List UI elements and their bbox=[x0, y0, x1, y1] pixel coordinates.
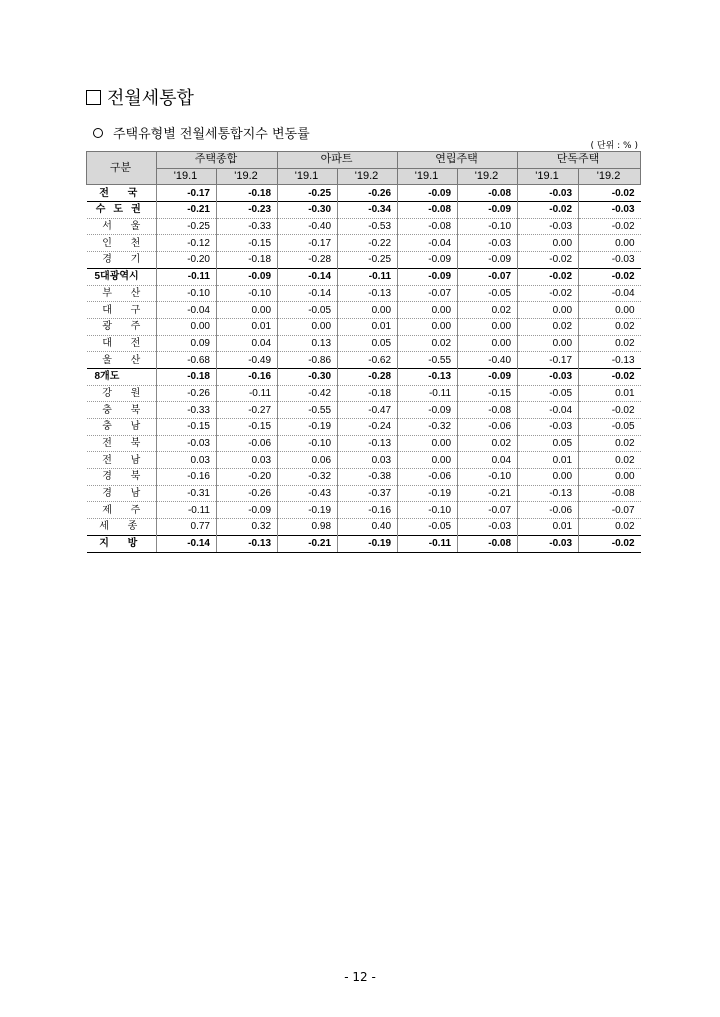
value-cell: 0.09 bbox=[157, 335, 217, 352]
row-label: 전 북 bbox=[87, 435, 157, 452]
value-cell: 0.06 bbox=[278, 452, 338, 469]
value-cell: -0.09 bbox=[398, 252, 458, 269]
section-title bbox=[86, 84, 194, 110]
value-cell: 0.01 bbox=[338, 318, 398, 335]
value-cell: 0.00 bbox=[458, 335, 518, 352]
value-cell: -0.11 bbox=[157, 268, 217, 285]
value-cell: -0.53 bbox=[338, 218, 398, 235]
header-period: '19.2 bbox=[217, 168, 278, 185]
value-cell: -0.14 bbox=[278, 285, 338, 302]
value-cell: -0.21 bbox=[278, 535, 338, 552]
section-title-text: 전월세통합 bbox=[107, 88, 194, 109]
value-cell: -0.09 bbox=[217, 268, 278, 285]
value-cell: -0.04 bbox=[518, 402, 579, 419]
row-label: 울 산 bbox=[87, 352, 157, 369]
value-cell: -0.07 bbox=[579, 502, 641, 519]
value-cell: -0.07 bbox=[398, 285, 458, 302]
header-group: 단독주택 bbox=[518, 152, 641, 169]
value-cell: -0.26 bbox=[157, 385, 217, 402]
value-cell: -0.10 bbox=[398, 502, 458, 519]
table-row bbox=[87, 335, 641, 352]
subtitle-text: 주택유형별 전월세통합지수 변동률 bbox=[113, 127, 310, 142]
value-cell: 0.40 bbox=[338, 519, 398, 536]
value-cell: -0.34 bbox=[338, 202, 398, 219]
header-group: 주택종합 bbox=[157, 152, 278, 169]
value-cell: -0.11 bbox=[398, 535, 458, 552]
value-cell: -0.40 bbox=[458, 352, 518, 369]
value-cell: 0.00 bbox=[458, 318, 518, 335]
table-row bbox=[87, 268, 641, 285]
row-label: 제 주 bbox=[87, 502, 157, 519]
value-cell: -0.10 bbox=[157, 285, 217, 302]
value-cell: -0.08 bbox=[579, 485, 641, 502]
value-cell: -0.08 bbox=[458, 185, 518, 202]
value-cell: 0.02 bbox=[579, 452, 641, 469]
value-cell: 0.02 bbox=[579, 435, 641, 452]
row-label: 대 전 bbox=[87, 335, 157, 352]
value-cell: -0.08 bbox=[458, 402, 518, 419]
value-cell: 0.00 bbox=[338, 302, 398, 319]
value-cell: -0.86 bbox=[278, 352, 338, 369]
value-cell: -0.06 bbox=[217, 435, 278, 452]
row-label: 경 북 bbox=[87, 469, 157, 486]
value-cell: 0.98 bbox=[278, 519, 338, 536]
table-row bbox=[87, 302, 641, 319]
row-label: 광 주 bbox=[87, 318, 157, 335]
value-cell: -0.02 bbox=[579, 268, 641, 285]
value-cell: -0.21 bbox=[157, 202, 217, 219]
value-cell: 0.00 bbox=[579, 302, 641, 319]
value-cell: 0.01 bbox=[518, 452, 579, 469]
value-cell: -0.18 bbox=[217, 252, 278, 269]
value-cell: -0.15 bbox=[157, 419, 217, 436]
row-label: 전 남 bbox=[87, 452, 157, 469]
value-cell: -0.20 bbox=[217, 469, 278, 486]
value-cell: -0.16 bbox=[338, 502, 398, 519]
value-cell: 0.03 bbox=[338, 452, 398, 469]
row-label: 경 남 bbox=[87, 485, 157, 502]
value-cell: -0.13 bbox=[338, 435, 398, 452]
table-body bbox=[87, 185, 641, 552]
value-cell: -0.05 bbox=[518, 385, 579, 402]
value-cell: -0.19 bbox=[398, 485, 458, 502]
value-cell: -0.47 bbox=[338, 402, 398, 419]
value-cell: -0.10 bbox=[278, 435, 338, 452]
value-cell: -0.25 bbox=[338, 252, 398, 269]
row-label: 충 북 bbox=[87, 402, 157, 419]
value-cell: -0.03 bbox=[458, 519, 518, 536]
table-row bbox=[87, 385, 641, 402]
value-cell: -0.37 bbox=[338, 485, 398, 502]
value-cell: 0.01 bbox=[217, 318, 278, 335]
value-cell: 0.03 bbox=[217, 452, 278, 469]
value-cell: 0.01 bbox=[579, 385, 641, 402]
stats-table bbox=[86, 151, 641, 553]
header-period: '19.2 bbox=[338, 168, 398, 185]
value-cell: -0.04 bbox=[398, 235, 458, 252]
value-cell: -0.19 bbox=[338, 535, 398, 552]
value-cell: -0.02 bbox=[579, 185, 641, 202]
row-label: 경 기 bbox=[87, 252, 157, 269]
header-period: '19.1 bbox=[518, 168, 579, 185]
value-cell: -0.15 bbox=[217, 419, 278, 436]
value-cell: 0.02 bbox=[579, 335, 641, 352]
value-cell: 0.77 bbox=[157, 519, 217, 536]
table-row bbox=[87, 368, 641, 385]
value-cell: -0.04 bbox=[157, 302, 217, 319]
table-row bbox=[87, 352, 641, 369]
header-group: 아파트 bbox=[278, 152, 398, 169]
value-cell: -0.09 bbox=[458, 202, 518, 219]
value-cell: 0.02 bbox=[458, 435, 518, 452]
value-cell: -0.13 bbox=[518, 485, 579, 502]
value-cell: -0.02 bbox=[518, 202, 579, 219]
value-cell: -0.26 bbox=[217, 485, 278, 502]
value-cell: -0.43 bbox=[278, 485, 338, 502]
table-row bbox=[87, 252, 641, 269]
value-cell: -0.17 bbox=[157, 185, 217, 202]
table-row bbox=[87, 519, 641, 536]
value-cell: -0.04 bbox=[579, 285, 641, 302]
value-cell: -0.09 bbox=[398, 185, 458, 202]
value-cell: -0.09 bbox=[458, 368, 518, 385]
value-cell: -0.38 bbox=[338, 469, 398, 486]
value-cell: -0.11 bbox=[217, 385, 278, 402]
value-cell: -0.31 bbox=[157, 485, 217, 502]
value-cell: -0.13 bbox=[217, 535, 278, 552]
value-cell: 0.00 bbox=[579, 469, 641, 486]
row-label: 수도권 bbox=[87, 202, 157, 219]
value-cell: -0.02 bbox=[579, 368, 641, 385]
value-cell: 0.00 bbox=[518, 302, 579, 319]
value-cell: -0.17 bbox=[278, 235, 338, 252]
value-cell: -0.30 bbox=[278, 202, 338, 219]
value-cell: -0.18 bbox=[217, 185, 278, 202]
table-row bbox=[87, 535, 641, 552]
value-cell: 0.00 bbox=[398, 452, 458, 469]
unit-label: ( 단위 : % ) bbox=[590, 141, 638, 151]
table-row bbox=[87, 285, 641, 302]
table-row bbox=[87, 435, 641, 452]
page-number: - 12 - bbox=[344, 970, 376, 984]
value-cell: -0.19 bbox=[278, 502, 338, 519]
value-cell: -0.08 bbox=[398, 202, 458, 219]
row-label: 충 남 bbox=[87, 419, 157, 436]
value-cell: -0.05 bbox=[278, 302, 338, 319]
header-period: '19.1 bbox=[278, 168, 338, 185]
header-period: '19.2 bbox=[579, 168, 641, 185]
value-cell: -0.10 bbox=[217, 285, 278, 302]
value-cell: -0.03 bbox=[579, 252, 641, 269]
value-cell: -0.09 bbox=[458, 252, 518, 269]
row-label: 대 구 bbox=[87, 302, 157, 319]
header-group: 연립주택 bbox=[398, 152, 518, 169]
value-cell: -0.18 bbox=[157, 368, 217, 385]
value-cell: -0.03 bbox=[518, 535, 579, 552]
value-cell: -0.11 bbox=[338, 268, 398, 285]
table-row bbox=[87, 218, 641, 235]
value-cell: -0.03 bbox=[458, 235, 518, 252]
value-cell: -0.10 bbox=[458, 469, 518, 486]
value-cell: 0.04 bbox=[458, 452, 518, 469]
value-cell: -0.33 bbox=[217, 218, 278, 235]
value-cell: -0.02 bbox=[518, 285, 579, 302]
value-cell: -0.25 bbox=[278, 185, 338, 202]
value-cell: -0.05 bbox=[398, 519, 458, 536]
value-cell: -0.55 bbox=[278, 402, 338, 419]
row-label: 부 산 bbox=[87, 285, 157, 302]
row-label: 8개도 bbox=[87, 368, 157, 385]
value-cell: -0.19 bbox=[278, 419, 338, 436]
row-label: 세 종 bbox=[87, 519, 157, 536]
row-label: 인 천 bbox=[87, 235, 157, 252]
value-cell: -0.12 bbox=[157, 235, 217, 252]
value-cell: 0.03 bbox=[157, 452, 217, 469]
value-cell: -0.06 bbox=[518, 502, 579, 519]
value-cell: 0.00 bbox=[518, 469, 579, 486]
value-cell: 0.00 bbox=[398, 302, 458, 319]
value-cell: -0.13 bbox=[579, 352, 641, 369]
table-row bbox=[87, 235, 641, 252]
value-cell: -0.25 bbox=[157, 218, 217, 235]
checkbox-square-icon bbox=[86, 90, 101, 105]
value-cell: -0.30 bbox=[278, 368, 338, 385]
table-row bbox=[87, 402, 641, 419]
value-cell: -0.07 bbox=[458, 268, 518, 285]
value-cell: 0.00 bbox=[518, 335, 579, 352]
value-cell: 0.02 bbox=[518, 318, 579, 335]
row-label: 5대광역시 bbox=[87, 268, 157, 285]
value-cell: 0.32 bbox=[217, 519, 278, 536]
value-cell: 0.02 bbox=[458, 302, 518, 319]
row-label: 지 방 bbox=[87, 535, 157, 552]
value-cell: 0.02 bbox=[579, 318, 641, 335]
header-period: '19.1 bbox=[398, 168, 458, 185]
value-cell: -0.20 bbox=[157, 252, 217, 269]
value-cell: -0.08 bbox=[458, 535, 518, 552]
value-cell: -0.06 bbox=[458, 419, 518, 436]
value-cell: -0.08 bbox=[398, 218, 458, 235]
value-cell: -0.03 bbox=[157, 435, 217, 452]
table-row bbox=[87, 452, 641, 469]
value-cell: 0.13 bbox=[278, 335, 338, 352]
value-cell: 0.01 bbox=[518, 519, 579, 536]
value-cell: -0.11 bbox=[157, 502, 217, 519]
value-cell: -0.23 bbox=[217, 202, 278, 219]
value-cell: -0.02 bbox=[579, 218, 641, 235]
value-cell: 0.05 bbox=[518, 435, 579, 452]
value-cell: -0.02 bbox=[518, 268, 579, 285]
value-cell: -0.15 bbox=[458, 385, 518, 402]
value-cell: 0.02 bbox=[398, 335, 458, 352]
value-cell: -0.26 bbox=[338, 185, 398, 202]
value-cell: -0.15 bbox=[217, 235, 278, 252]
value-cell: -0.07 bbox=[458, 502, 518, 519]
row-label: 서 울 bbox=[87, 218, 157, 235]
row-label: 강 원 bbox=[87, 385, 157, 402]
value-cell: 0.04 bbox=[217, 335, 278, 352]
value-cell: 0.02 bbox=[579, 519, 641, 536]
table-row bbox=[87, 485, 641, 502]
value-cell: -0.62 bbox=[338, 352, 398, 369]
value-cell: -0.14 bbox=[157, 535, 217, 552]
value-cell: -0.05 bbox=[458, 285, 518, 302]
value-cell: 0.00 bbox=[278, 318, 338, 335]
value-cell: 0.05 bbox=[338, 335, 398, 352]
value-cell: -0.09 bbox=[217, 502, 278, 519]
table-row bbox=[87, 502, 641, 519]
value-cell: -0.10 bbox=[458, 218, 518, 235]
table-row bbox=[87, 469, 641, 486]
value-cell: -0.09 bbox=[398, 402, 458, 419]
table-row bbox=[87, 419, 641, 436]
subtitle bbox=[93, 123, 310, 142]
value-cell: -0.09 bbox=[398, 268, 458, 285]
value-cell: -0.14 bbox=[278, 268, 338, 285]
circle-bullet-icon bbox=[93, 128, 103, 138]
value-cell: 0.00 bbox=[398, 435, 458, 452]
value-cell: -0.13 bbox=[398, 368, 458, 385]
value-cell: -0.02 bbox=[579, 535, 641, 552]
value-cell: -0.11 bbox=[398, 385, 458, 402]
value-cell: 0.00 bbox=[217, 302, 278, 319]
header-row-label: 구분 bbox=[87, 152, 157, 185]
value-cell: -0.03 bbox=[518, 368, 579, 385]
value-cell: -0.05 bbox=[579, 419, 641, 436]
header-period: '19.1 bbox=[157, 168, 217, 185]
value-cell: -0.13 bbox=[338, 285, 398, 302]
value-cell: -0.32 bbox=[398, 419, 458, 436]
value-cell: -0.03 bbox=[579, 202, 641, 219]
value-cell: -0.68 bbox=[157, 352, 217, 369]
value-cell: -0.49 bbox=[217, 352, 278, 369]
value-cell: -0.32 bbox=[278, 469, 338, 486]
value-cell: -0.28 bbox=[338, 368, 398, 385]
value-cell: -0.03 bbox=[518, 185, 579, 202]
value-cell: 0.00 bbox=[398, 318, 458, 335]
value-cell: -0.24 bbox=[338, 419, 398, 436]
row-label: 전 국 bbox=[87, 185, 157, 202]
value-cell: -0.03 bbox=[518, 218, 579, 235]
value-cell: 0.00 bbox=[157, 318, 217, 335]
value-cell: -0.40 bbox=[278, 218, 338, 235]
value-cell: -0.17 bbox=[518, 352, 579, 369]
value-cell: -0.21 bbox=[458, 485, 518, 502]
value-cell: -0.33 bbox=[157, 402, 217, 419]
table-row bbox=[87, 185, 641, 202]
table-row bbox=[87, 318, 641, 335]
value-cell: -0.22 bbox=[338, 235, 398, 252]
table-row bbox=[87, 202, 641, 219]
value-cell: 0.00 bbox=[579, 235, 641, 252]
value-cell: -0.42 bbox=[278, 385, 338, 402]
value-cell: -0.16 bbox=[157, 469, 217, 486]
value-cell: -0.18 bbox=[338, 385, 398, 402]
value-cell: -0.55 bbox=[398, 352, 458, 369]
value-cell: -0.27 bbox=[217, 402, 278, 419]
value-cell: 0.00 bbox=[518, 235, 579, 252]
value-cell: -0.28 bbox=[278, 252, 338, 269]
value-cell: -0.02 bbox=[579, 402, 641, 419]
value-cell: -0.06 bbox=[398, 469, 458, 486]
value-cell: -0.16 bbox=[217, 368, 278, 385]
value-cell: -0.02 bbox=[518, 252, 579, 269]
header-period: '19.2 bbox=[458, 168, 518, 185]
value-cell: -0.03 bbox=[518, 419, 579, 436]
